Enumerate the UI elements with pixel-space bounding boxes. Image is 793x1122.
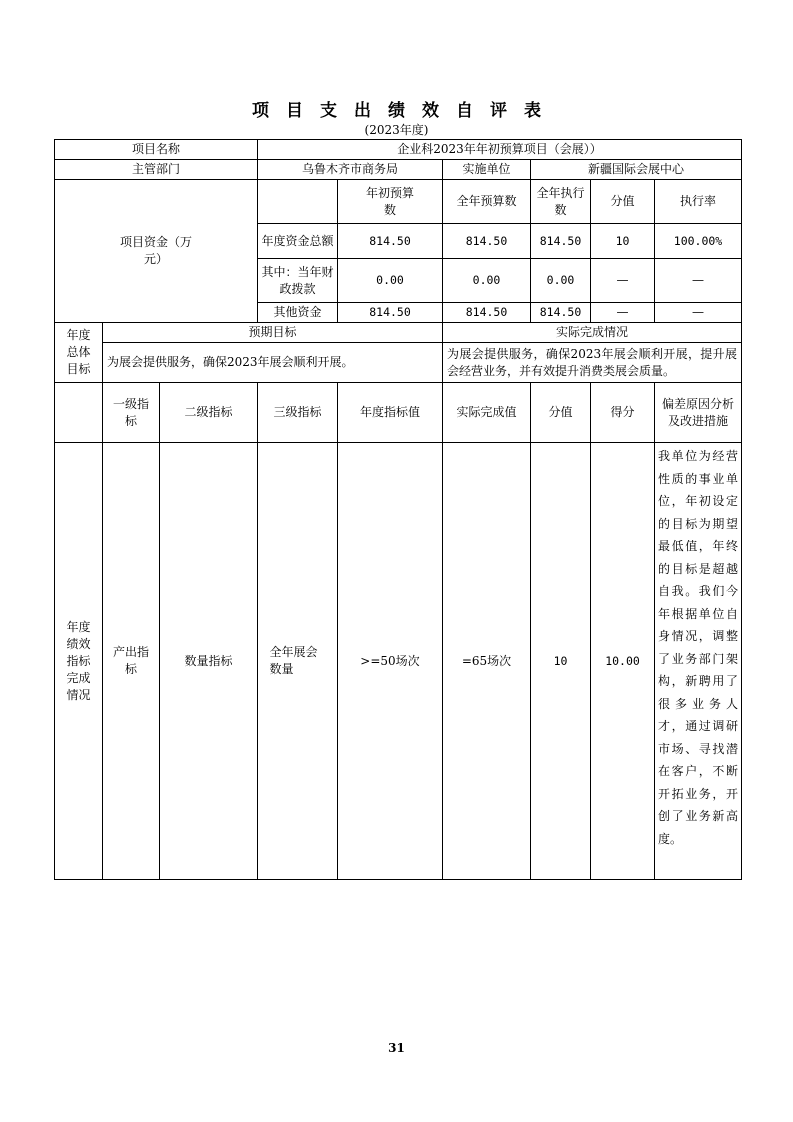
funds-header-blank xyxy=(258,180,338,224)
funds-row-total-score-value: 10 xyxy=(591,224,655,259)
funds-row-total-rate: 100.00% xyxy=(655,224,742,259)
indicator-level1 xyxy=(103,443,160,880)
funds-header-initial-text: 年初预算数 xyxy=(365,185,414,217)
dept-value: 乌鲁木齐市商务局 xyxy=(258,160,443,180)
indicator-header-blank xyxy=(55,383,103,443)
indicator-level3 xyxy=(258,443,338,880)
funds-header-score-value: 分值 xyxy=(591,180,655,224)
indicator-level1-text: 产出指标 xyxy=(112,645,149,676)
funds-row-fiscal-executed: 0.00 xyxy=(531,259,591,303)
indicator-header-reason-text: 偏差原因分析及改进措施 xyxy=(661,396,734,428)
page-number: 31 xyxy=(388,1041,405,1055)
goals-actual-text: 为展会提供服务，确保2023年展会顺利开展，提升展会经营业务，并有效提升消费类展会质量。 xyxy=(443,343,742,383)
funds-row-total-initial: 814.50 xyxy=(338,224,443,259)
funds-row-fiscal-rate: — xyxy=(655,259,742,303)
funds-row-fiscal-name-text: 其中：当年财政拨款 xyxy=(261,264,334,296)
impl-label: 实施单位 xyxy=(443,160,531,180)
funds-label xyxy=(55,180,258,323)
indicator-section-label-text: 年度绩效指标完成情况 xyxy=(66,619,91,702)
indicator-header-level1 xyxy=(103,383,160,443)
indicator-target: >=50场次 xyxy=(338,443,443,880)
page-title: 项目支出绩效自评表 xyxy=(252,101,558,121)
indicator-section-label xyxy=(55,443,103,880)
funds-row-total-annual: 814.50 xyxy=(443,224,531,259)
funds-row-fiscal-annual: 0.00 xyxy=(443,259,531,303)
funds-row-other-annual: 814.50 xyxy=(443,303,531,323)
indicator-header-score: 得分 xyxy=(591,383,655,443)
goals-actual-label: 实际完成情况 xyxy=(443,323,742,343)
funds-header-initial xyxy=(338,180,443,224)
funds-header-executed: 全年执行数 xyxy=(531,180,591,224)
goals-expected-text: 为展会提供服务，确保2023年展会顺利开展。 xyxy=(103,343,443,383)
impl-value: 新疆国际会展中心 xyxy=(531,160,742,180)
indicator-score-value: 10 xyxy=(531,443,591,880)
indicator-header-actual: 实际完成值 xyxy=(443,383,531,443)
evaluation-table xyxy=(54,139,742,880)
indicator-level3-text: 全年展会数量 xyxy=(269,645,318,676)
funds-row-total-name: 年度资金总额 xyxy=(258,224,338,259)
funds-row-total-executed: 814.50 xyxy=(531,224,591,259)
indicator-header-score-value: 分值 xyxy=(531,383,591,443)
funds-row-fiscal-initial: 0.00 xyxy=(338,259,443,303)
funds-row-fiscal-score-value: — xyxy=(591,259,655,303)
indicator-reason: 我单位为经营性质的事业单位，年初设定的目标为期望最低值，年终的目标是超越自我。我们今年根据单位自身情况，调整了业务部门架构，新聘用了很多业务人才，通过调研市场、寻找潜在客户，不断开拓业务，开创了业务新高度。 xyxy=(655,443,742,880)
funds-row-other-score-value: — xyxy=(591,303,655,323)
indicator-score: 10.00 xyxy=(591,443,655,880)
indicator-header-level1-text: 一级指标 xyxy=(112,396,149,428)
funds-header-annual: 全年预算数 xyxy=(443,180,531,224)
year-subtitle: (2023年度) xyxy=(364,123,429,137)
funds-row-other-rate: — xyxy=(655,303,742,323)
indicator-header-target: 年度指标值 xyxy=(338,383,443,443)
funds-row-other-name: 其他资金 xyxy=(258,303,338,323)
funds-row-other-executed: 814.50 xyxy=(531,303,591,323)
indicator-actual: =65场次 xyxy=(443,443,531,880)
goals-label-text: 年度总体目标 xyxy=(66,328,91,376)
funds-label-text: 项目资金（万元） xyxy=(120,235,193,266)
indicator-header-level2: 二级指标 xyxy=(160,383,258,443)
indicator-level2: 数量指标 xyxy=(160,443,258,880)
funds-row-fiscal-name xyxy=(258,259,338,303)
goals-expected-label: 预期目标 xyxy=(103,323,443,343)
dept-label: 主管部门 xyxy=(55,160,258,180)
project-name-label: 项目名称 xyxy=(55,140,258,160)
indicator-header-level3: 三级指标 xyxy=(258,383,338,443)
funds-row-other-initial: 814.50 xyxy=(338,303,443,323)
project-name-value: 企业科2023年年初预算项目（会展）） xyxy=(258,140,742,160)
indicator-header-reason xyxy=(655,383,742,443)
funds-header-rate: 执行率 xyxy=(655,180,742,224)
goals-label xyxy=(55,323,103,383)
